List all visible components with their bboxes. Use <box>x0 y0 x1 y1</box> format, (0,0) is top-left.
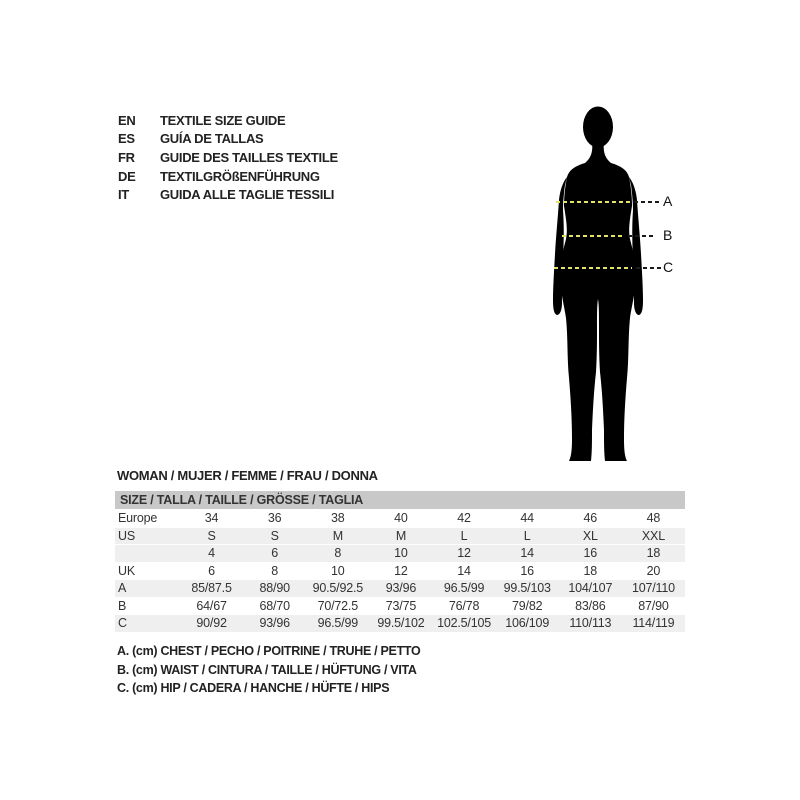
table-cell: 88/90 <box>259 581 290 596</box>
table-cell: 14 <box>520 546 534 561</box>
table-cell: 99.5/103 <box>503 581 551 596</box>
legend-line-b: B. (cm) WAIST / CINTURA / TAILLE / HÜFTUNG / VITA <box>117 662 417 677</box>
table-cell: L <box>523 528 531 543</box>
table-cell: 6 <box>271 546 279 561</box>
table-cell: 83/86 <box>575 598 606 613</box>
table-cell: 96.5/99 <box>443 581 485 596</box>
table-cell: 12 <box>394 563 408 578</box>
table-cell: 104/107 <box>568 581 613 596</box>
table-cell: 46 <box>583 511 598 526</box>
language-title: GUIDA ALLE TAGLIE TESSILI <box>160 187 335 203</box>
table-row-europe <box>115 509 685 527</box>
language-row-en <box>118 111 338 130</box>
table-cell: 79/82 <box>512 598 543 613</box>
measure-line-c-body <box>554 267 632 269</box>
language-row-it <box>118 185 338 204</box>
table-cell: M <box>395 528 407 543</box>
measure-line-b-pointer <box>628 235 656 237</box>
table-cell: 96.5/99 <box>317 616 358 631</box>
table-cell: XXL <box>641 528 665 543</box>
table-cell: XL <box>582 528 598 543</box>
measure-label-a: A <box>663 193 673 209</box>
table-cell: 87/90 <box>638 598 669 613</box>
row-label: C <box>118 616 127 631</box>
language-title-list <box>118 111 338 204</box>
legend-line-c: C. (cm) HIP / CADERA / HANCHE / HÜFTE / HIPS <box>117 681 390 696</box>
table-row-uk <box>115 562 685 580</box>
size-table <box>115 491 685 632</box>
table-cell: 73/75 <box>385 598 417 613</box>
measure-label-b: B <box>663 227 673 243</box>
table-cell: 36 <box>267 511 282 526</box>
table-cell: 106/109 <box>505 616 550 631</box>
table-cell: 76/78 <box>448 598 480 613</box>
language-row-es <box>118 130 338 149</box>
table-row-a <box>115 579 685 597</box>
language-title: TEXTILE SIZE GUIDE <box>160 112 286 128</box>
table-cell: 102.5/105 <box>437 616 491 631</box>
table-row-us <box>115 527 685 545</box>
language-title: GUIDE DES TAILLES TEXTILE <box>160 149 338 165</box>
table-cell: 85/87.5 <box>191 581 232 596</box>
table-cell: 44 <box>520 511 534 526</box>
table-cell: M <box>332 528 343 543</box>
table-cell: 40 <box>394 511 408 526</box>
language-code: DE <box>118 168 136 184</box>
table-cell: 20 <box>646 563 661 578</box>
language-title: TEXTILGRÖßENFÜHRUNG <box>160 168 320 184</box>
table-cell: S <box>207 528 216 543</box>
table-cell: 93/96 <box>259 616 290 631</box>
language-code: EN <box>118 112 136 128</box>
row-label: A <box>118 581 127 596</box>
row-label: B <box>118 598 127 613</box>
row-label: UK <box>118 563 135 578</box>
table-cell: 70/72.5 <box>317 598 358 613</box>
language-code: ES <box>118 131 135 147</box>
woman-silhouette-figure <box>548 106 648 466</box>
table-cell: 34 <box>204 511 219 526</box>
table-cell: 93/96 <box>385 581 417 596</box>
table-row-c <box>115 614 685 632</box>
table-cell: 42 <box>457 511 471 526</box>
table-cell: 4 <box>208 546 215 561</box>
size-table-header: SIZE / TALLA / TAILLE / GRÖSSE / TAGLIA <box>115 491 685 509</box>
measure-line-c-pointer <box>636 267 662 269</box>
language-title: GUÍA DE TALLAS <box>160 131 264 147</box>
table-cell: 38 <box>331 511 345 526</box>
legend-line-a: A. (cm) CHEST / PECHO / POITRINE / TRUHE / PETTO <box>117 644 421 659</box>
table-row-us-numeric <box>115 544 685 562</box>
measure-label-c: C <box>663 259 674 275</box>
table-cell: 8 <box>334 546 342 561</box>
table-cell: 6 <box>208 563 215 578</box>
table-cell: 12 <box>457 546 471 561</box>
table-cell: L <box>460 528 468 543</box>
table-cell: 10 <box>394 546 408 561</box>
measure-line-a-body <box>556 201 630 203</box>
table-cell: 110/113 <box>569 616 612 631</box>
woman-silhouette-icon <box>548 106 648 466</box>
row-label: Europe <box>118 511 158 526</box>
language-row-fr <box>118 148 338 167</box>
table-cell: 16 <box>520 563 534 578</box>
section-title-woman: WOMAN / MUJER / FEMME / FRAU / DONNA <box>117 468 378 483</box>
table-cell: 68/70 <box>259 598 290 613</box>
language-code: IT <box>118 187 129 203</box>
measure-line-b-body <box>562 235 623 237</box>
table-cell: 90.5/92.5 <box>312 581 363 596</box>
language-row-de <box>118 167 338 186</box>
table-cell: 14 <box>457 563 471 578</box>
table-cell: 99.5/102 <box>377 616 425 631</box>
row-label: US <box>118 528 135 543</box>
table-cell: 16 <box>583 546 598 561</box>
table-cell: 8 <box>271 563 279 578</box>
table-cell: 18 <box>583 563 598 578</box>
table-cell: 48 <box>646 511 661 526</box>
measurement-legend <box>117 642 420 698</box>
table-cell: 18 <box>646 546 661 561</box>
table-cell: 90/92 <box>196 616 227 631</box>
language-code: FR <box>118 149 135 165</box>
table-cell: 64/67 <box>196 598 227 613</box>
table-cell: 107/110 <box>632 581 675 596</box>
table-cell: S <box>270 528 279 543</box>
table-cell: 10 <box>331 563 345 578</box>
table-row-b <box>115 597 685 615</box>
measure-line-a-pointer <box>634 201 660 203</box>
table-cell: 114/119 <box>632 616 675 631</box>
